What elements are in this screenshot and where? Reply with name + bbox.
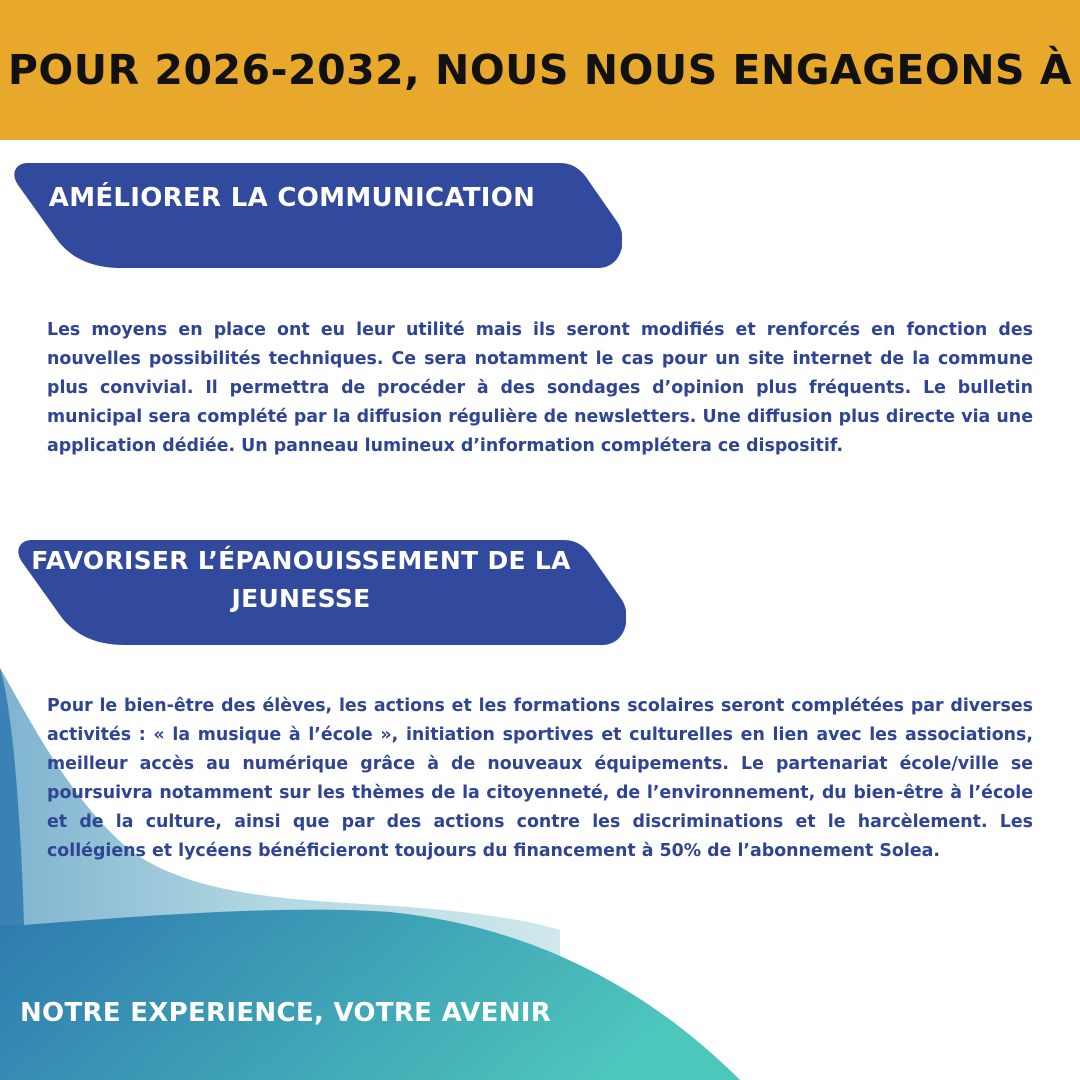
header-bar [0, 0, 1080, 140]
page-title: POUR 2026-2032, NOUS NOUS ENGAGEONS À [7, 46, 1073, 94]
section-body-communication: Les moyens en place ont eu leur utilité mais ils seront modifiés et renforcés en fonction des nouvelles possibilités techniques. Ce sera notamment le cas pour un site internet de la commune plus convivial. Il permettra de procéder à des sondages d’opinion plus fréquents. Le bulletin municipal sera complété par la diffusion régulière de newsletters. Une diffusion plus directe via une application dédiée. Un panneau lumineux d’information complétera ce dispositif. [47, 320, 1033, 456]
section-body-jeunesse: Pour le bien-être des élèves, les actions et les formations scolaires seront complétées par diverses activités : « la musique à l’école », initiation sportives et culturelles en lien avec les associations, meilleur accès au numérique grâce à de nouveaux équipements. Le partenariat école/ville se poursuivra notamment sur les thèmes de la citoyenneté, de l’environnement, du bien-être à l’école et de la culture, ainsi que par des actions contre les discriminations et le harcèlement. Les collégiens et lycéens bénéficieront toujours du financement à 50% de l’abonnement Solea. [47, 696, 1033, 861]
footer-tagline: NOTRE EXPERIENCE, VOTRE AVENIR [20, 998, 552, 1028]
section-banner-communication [12, 163, 622, 269]
section-title: AMÉLIORER LA COMMUNICATION [48, 183, 536, 213]
section-title: FAVORISER L’ÉPANOUISSEMENT DE LA JEUNESSE [31, 546, 571, 613]
section-banner-jeunesse [16, 540, 626, 646]
